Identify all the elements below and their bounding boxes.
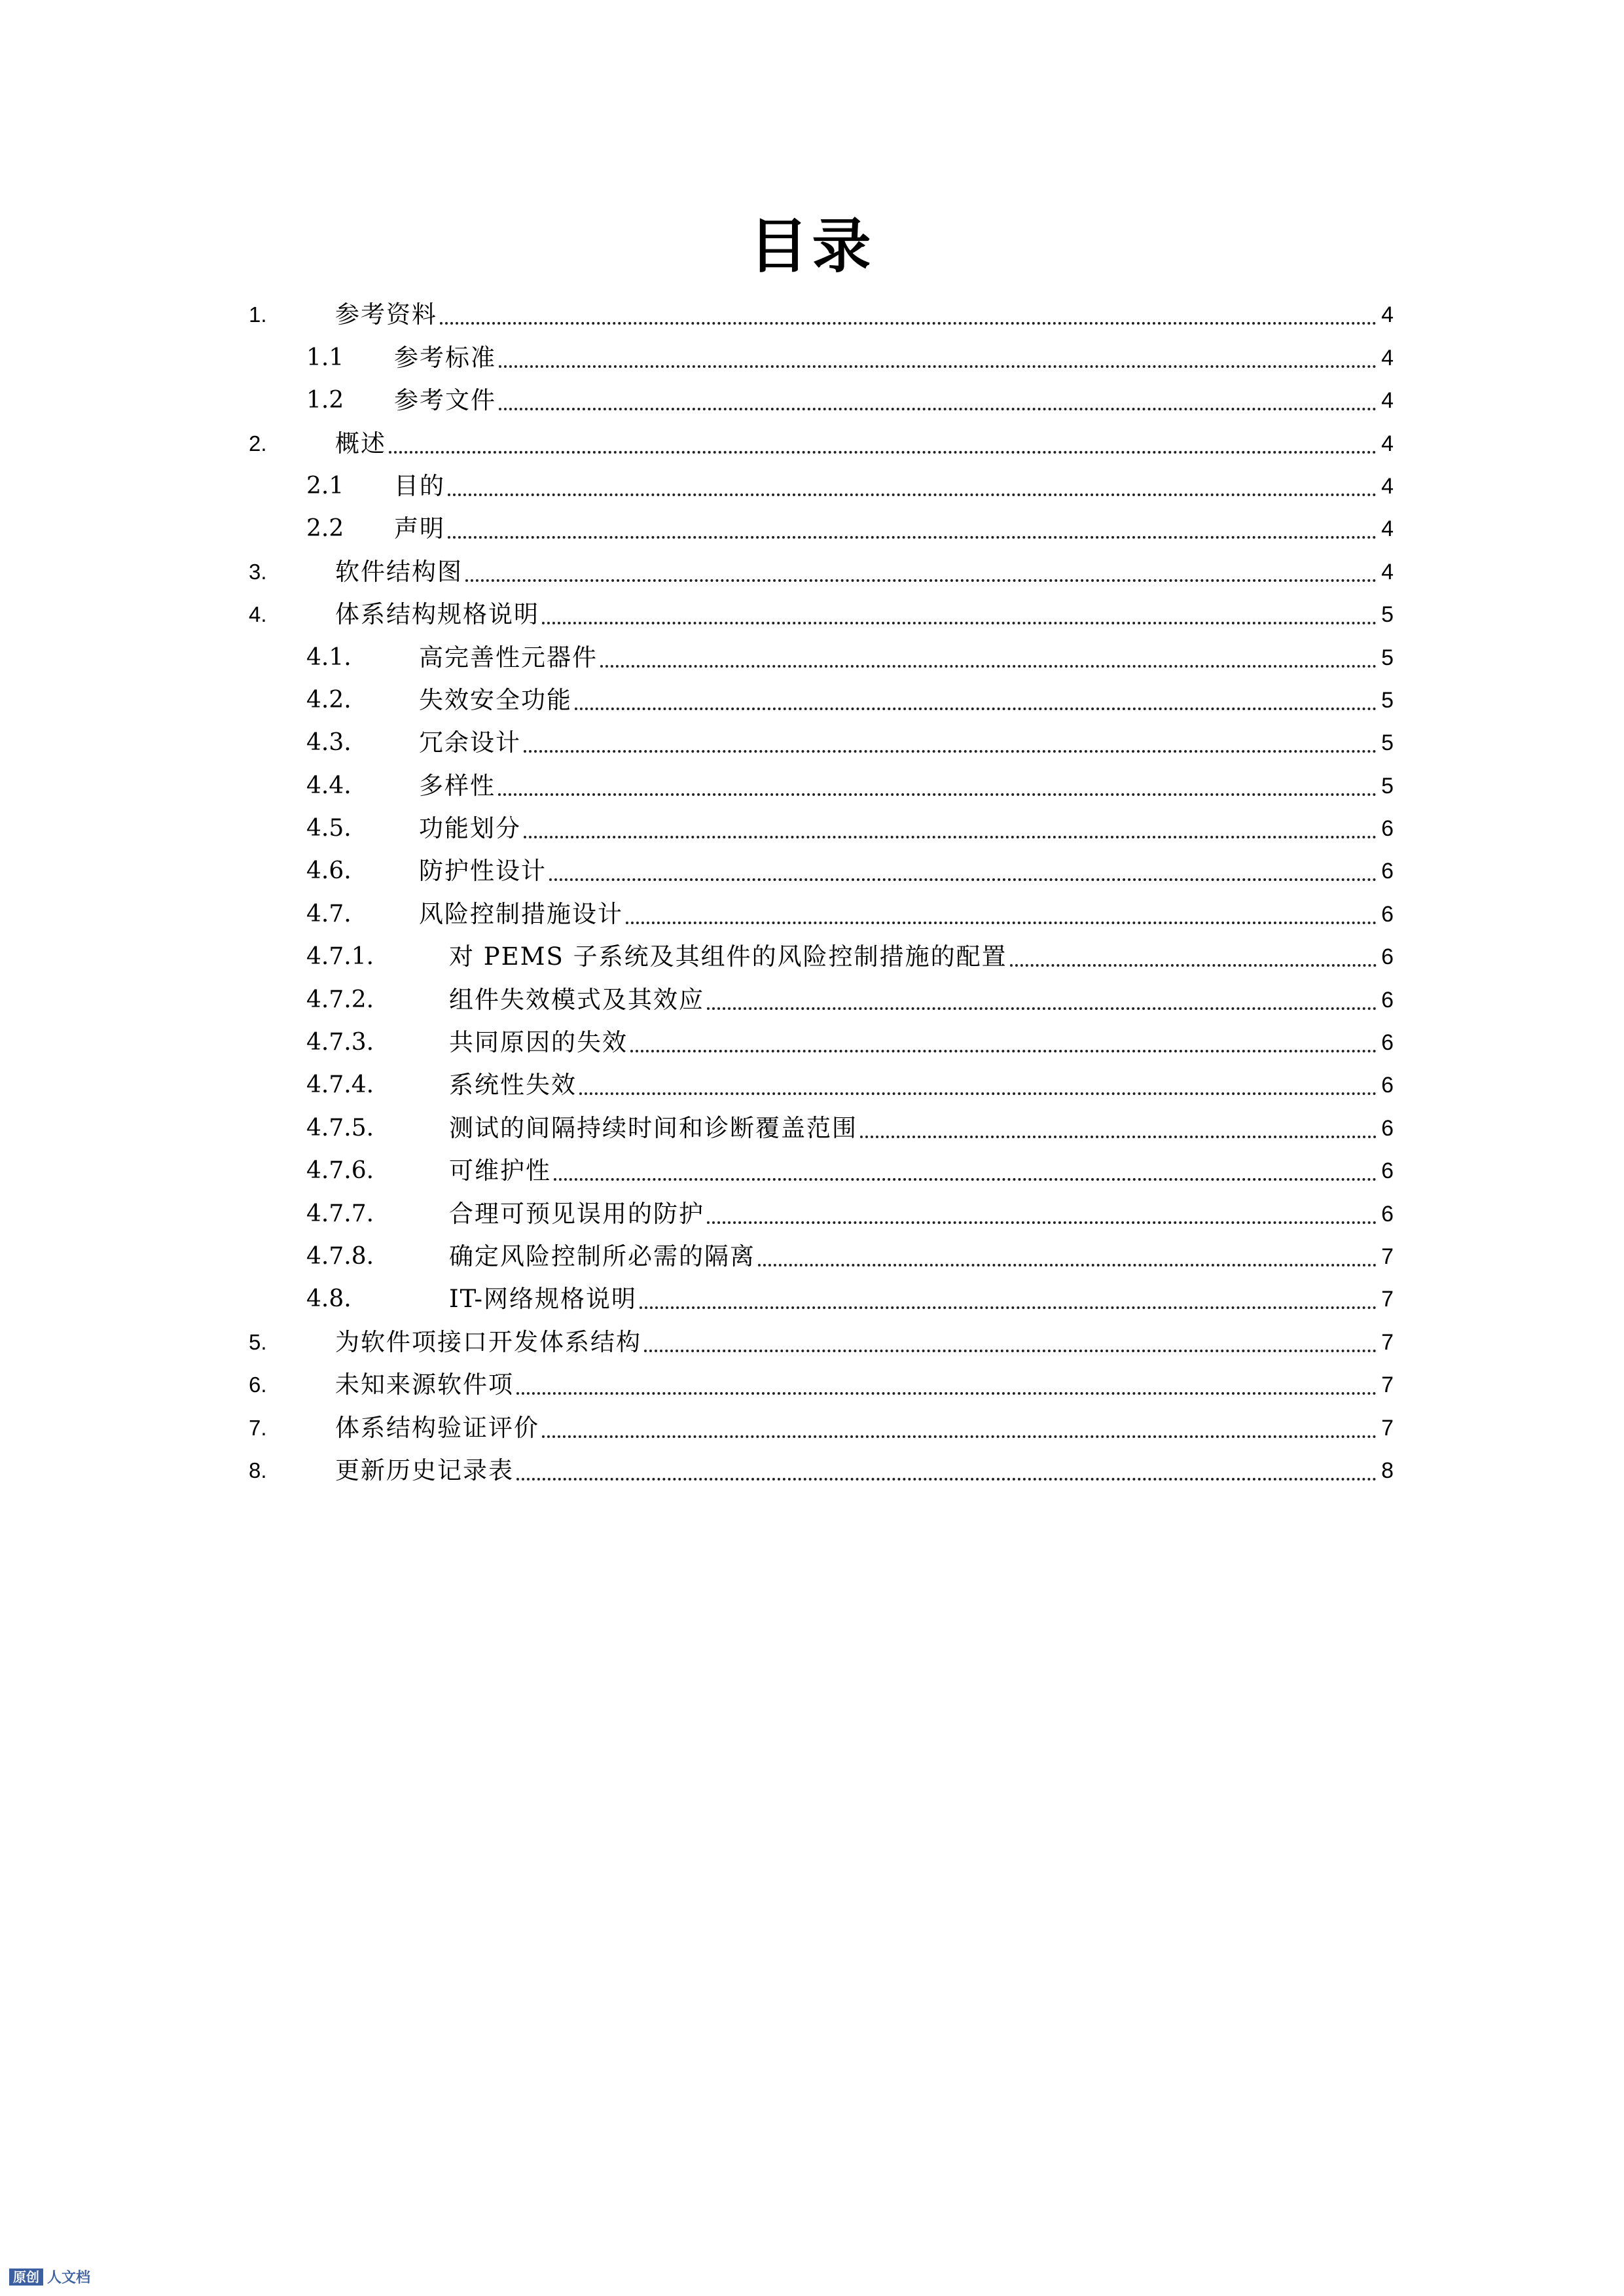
toc-entry-page: 6 [1381,1158,1394,1184]
toc-entry-page: 6 [1381,1201,1394,1227]
toc-dot-leader [389,451,1377,454]
toc-entry-page: 5 [1381,645,1394,670]
toc-entry[interactable] [0,764,1624,806]
toc-dot-leader [499,408,1377,410]
toc-dot-leader [465,579,1377,582]
toc-dot-leader [575,708,1377,710]
toc-entry[interactable] [0,1406,1624,1448]
toc-entry-body [419,728,1394,757]
toc-entry-body [419,900,1394,929]
toc-entry[interactable] [0,1106,1624,1149]
toc-entry[interactable] [0,293,1624,336]
toc-entry-page: 7 [1381,1415,1394,1441]
toc-entry[interactable] [0,935,1624,978]
toc-entry-number: 4.7.1. [306,943,374,971]
toc-entry-number: 7. [249,1415,267,1440]
toc-entry-title[interactable]: 合理可预见误用的防护 [449,1199,704,1228]
toc-entry-body [449,986,1394,1014]
toc-entry-number: 4.7.2. [306,986,374,1013]
footer-text: 人文档 [47,2270,91,2286]
toc-entry-body [449,1028,1394,1057]
toc-dot-leader [498,793,1377,796]
toc-dot-leader [707,1221,1377,1224]
toc-entry-number: 4.7.8. [306,1242,374,1270]
toc-entry-title[interactable]: 防护性设计 [419,857,547,886]
toc-dot-leader [542,622,1377,624]
toc-dot-leader [524,750,1377,753]
toc-entry[interactable] [0,721,1624,764]
toc-entry-body [394,472,1394,501]
toc-entry-title[interactable]: 冗余设计 [419,728,521,757]
toc-entry-page: 6 [1381,987,1394,1013]
toc-dot-leader [640,1306,1377,1309]
toc-entry-page: 6 [1381,1115,1394,1141]
toc-entry-body [419,857,1394,886]
toc-entry-body [419,772,1394,800]
toc-entry-title[interactable]: 多样性 [419,771,496,800]
toc-dot-leader [524,836,1377,838]
toc-entry-title[interactable]: 系统性失效 [449,1071,577,1100]
toc-entry-page: 4 [1381,345,1394,370]
toc-dot-leader [579,1092,1377,1095]
toc-entry-number: 4.7.6. [306,1157,374,1185]
toc-entry[interactable] [0,465,1624,507]
toc-entry-title[interactable]: 对 PEMS 子系统及其组件的风险控制措施的配置 [449,942,1007,971]
toc-entry-page: 4 [1381,473,1394,499]
toc-entry-body [449,942,1394,971]
toc-entry-number: 4.6. [306,857,352,885]
toc-dot-leader [542,1435,1377,1438]
toc-entry[interactable] [0,422,1624,464]
toc-entry-title[interactable]: 更新历史记录表 [335,1456,514,1484]
toc-entry-title[interactable]: 组件失效模式及其效应 [449,985,704,1014]
toc-entry[interactable] [0,892,1624,935]
toc-entry-page: 6 [1381,816,1394,842]
toc-entry-body [335,300,1394,329]
toc-entry-title[interactable]: 失效安全功能 [419,685,572,714]
toc-entry[interactable] [0,1021,1624,1064]
toc-entry-body [449,1157,1394,1185]
toc-entry-body [449,1071,1394,1100]
toc-entry-page: 6 [1381,944,1394,970]
toc-entry-number: 4.7.3. [306,1029,374,1056]
toc-entry-body [394,386,1394,415]
toc-entry-page: 5 [1381,687,1394,713]
toc-entry-number: 4.1. [306,643,352,671]
toc-entry[interactable] [0,1320,1624,1363]
toc-entry-number: 2. [249,431,267,456]
toc-entry-page: 5 [1381,730,1394,756]
toc-entry-title[interactable]: 可维护性 [449,1157,551,1185]
toc-entry-body [335,429,1394,458]
toc-entry-body [449,1114,1394,1143]
toc-entry-number: 4.5. [306,815,352,842]
toc-entry-title[interactable]: 体系结构规格说明 [335,600,539,629]
toc-entry-number: 4.4. [306,772,352,799]
toc-dot-leader [758,1264,1377,1266]
toc-entry-body [419,686,1394,715]
toc-dot-leader [499,365,1377,368]
toc-entry[interactable] [0,379,1624,422]
footer-logo [9,2267,90,2287]
toc-entry-number: 4.8. [306,1285,352,1313]
toc-entry-title[interactable]: 概述 [335,429,386,457]
toc-entry-number: 4.7. [306,900,352,927]
toc-dot-leader [626,922,1377,924]
toc-entry[interactable] [0,507,1624,550]
toc-entry[interactable] [0,1278,1624,1320]
toc-entry-number: 5. [249,1329,267,1354]
toc-entry[interactable] [0,978,1624,1020]
toc-entry-title[interactable]: 高完善性元器件 [419,643,598,672]
toc-dot-leader [448,536,1377,539]
toc-entry-body [335,600,1394,629]
toc-entry-body [394,514,1394,543]
toc-entry-title[interactable]: 确定风险控制所必需的隔离 [449,1242,755,1270]
toc-entry[interactable] [0,336,1624,378]
table-of-contents [0,293,1624,1492]
toc-entry-title[interactable]: 声明 [394,514,445,543]
toc-entry-page: 6 [1381,1073,1394,1098]
toc-dot-leader [600,665,1377,668]
footer-badge: 原创 [9,2269,43,2286]
toc-entry[interactable] [0,1064,1624,1106]
toc-entry-number: 6. [249,1372,267,1397]
toc-entry-title[interactable]: 为软件项接口开发体系结构 [335,1327,641,1356]
toc-entry-page: 6 [1381,901,1394,927]
toc-dot-leader [860,1136,1377,1138]
toc-dot-leader [440,322,1377,325]
toc-entry-title[interactable]: 未知来源软件项 [335,1371,514,1399]
toc-entry-page: 4 [1381,516,1394,542]
toc-entry-page: 7 [1381,1287,1394,1312]
toc-entry-title[interactable]: 体系结构验证评价 [335,1413,539,1442]
toc-entry-title[interactable]: IT-网络规格说明 [449,1285,638,1314]
toc-entry[interactable] [0,807,1624,850]
toc-dot-leader [1010,964,1377,967]
toc-entry-body [449,1285,1394,1314]
toc-dot-leader [554,1178,1377,1181]
toc-entry-title[interactable]: 参考标准 [394,343,496,372]
toc-entry-page: 7 [1381,1329,1394,1355]
toc-entry-body [449,1242,1394,1271]
toc-entry-body [335,558,1394,586]
toc-entry-body [419,814,1394,843]
toc-entry-number: 1.2 [306,387,344,414]
toc-entry[interactable] [0,1149,1624,1192]
toc-entry[interactable] [0,593,1624,636]
toc-entry[interactable] [0,1235,1624,1278]
page-title: 目录 [749,212,875,281]
toc-entry-page: 5 [1381,602,1394,628]
toc-entry[interactable] [0,850,1624,892]
toc-entry-number: 4.7.5. [306,1114,374,1141]
toc-dot-leader [630,1050,1377,1052]
toc-entry-title[interactable]: 功能划分 [419,814,521,843]
toc-entry-title[interactable]: 软件结构图 [335,557,463,586]
toc-entry-page: 4 [1381,559,1394,584]
toc-entry[interactable] [0,679,1624,721]
toc-entry-page: 6 [1381,859,1394,884]
toc-entry[interactable] [0,636,1624,678]
toc-entry-number: 4.7.4. [306,1071,374,1099]
toc-dot-leader [707,1007,1377,1010]
toc-entry-number: 1. [249,302,267,327]
toc-entry[interactable] [0,550,1624,592]
toc-entry-body [335,1328,1394,1357]
toc-entry-number: 3. [249,559,267,584]
toc-entry-page: 4 [1381,302,1394,328]
toc-entry-title[interactable]: 共同原因的失效 [449,1028,628,1057]
toc-entry[interactable] [0,1449,1624,1492]
toc-entry-number: 2.1 [306,472,344,499]
toc-entry-body [394,344,1394,372]
toc-entry-number: 4. [249,602,267,627]
toc-entry-number: 4.3. [306,729,352,757]
toc-entry-page: 7 [1381,1372,1394,1398]
toc-dot-leader [549,878,1377,881]
toc-entry-number: 4.7.7. [306,1200,374,1227]
toc-entry-page: 7 [1381,1244,1394,1269]
toc-entry-number: 4.2. [306,686,352,713]
toc-entry-body [335,1456,1394,1485]
toc-dot-leader [644,1350,1377,1352]
toc-entry-title[interactable]: 参考文件 [394,386,496,415]
toc-dot-leader [516,1392,1377,1395]
toc-entry-body [335,1371,1394,1399]
toc-entry-page: 8 [1381,1458,1394,1483]
toc-entry-page: 5 [1381,773,1394,798]
toc-entry-page: 6 [1381,1030,1394,1056]
toc-entry-number: 2.2 [306,515,344,543]
toc-entry[interactable] [0,1363,1624,1406]
toc-entry-title[interactable]: 风险控制措施设计 [419,899,623,928]
toc-entry-page: 4 [1381,388,1394,414]
toc-entry-page: 4 [1381,431,1394,456]
toc-entry-title[interactable]: 参考资料 [335,300,437,329]
toc-dot-leader [516,1478,1377,1480]
toc-entry-title[interactable]: 测试的间隔持续时间和诊断覆盖范围 [449,1113,857,1142]
toc-entry-body [449,1200,1394,1229]
toc-entry-number: 1.1 [306,344,344,371]
toc-entry-number: 8. [249,1458,267,1482]
toc-entry-body [335,1414,1394,1443]
toc-entry-title[interactable]: 目的 [394,471,445,500]
toc-entry-body [419,643,1394,672]
toc-dot-leader [448,493,1377,496]
toc-entry[interactable] [0,1192,1624,1234]
